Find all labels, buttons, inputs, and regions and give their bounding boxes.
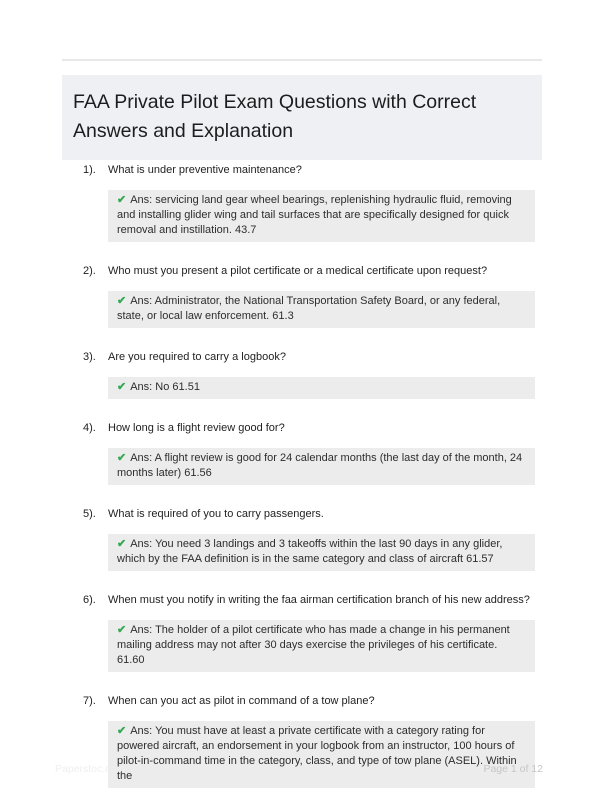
- document-title: FAA Private Pilot Exam Questions with Correct Answers and Explanation: [62, 75, 542, 160]
- question-text: When must you notify in writing the faa airman certification branch of his new address?: [108, 594, 530, 606]
- answer-text: Ans: The holder of a pilot certificate who has made a change in his permanent mailing address may not after 30 days exercise the privileges of his certificate. 61.60: [117, 624, 510, 666]
- question-text: When can you act as pilot in command of a tow plane?: [108, 695, 375, 707]
- answer-box: [108, 291, 535, 328]
- question-number: 3).: [83, 351, 96, 363]
- answer-text: Ans: You must have at least a private certificate with a category rating for powered aircraft, an endorsement in your logbook from an instructor, 100 hours of pilot-in-command time in the category, class, and type of tow plane (ASEL). Within the: [117, 725, 517, 782]
- qa-item: [83, 694, 535, 788]
- question-number: 2).: [83, 265, 96, 277]
- correct-check-icon: ✔: [117, 194, 127, 206]
- answer-box: [108, 377, 535, 399]
- question-row: [83, 163, 535, 178]
- qa-item: [83, 163, 535, 242]
- question-row: [83, 507, 535, 522]
- watermark-text: Paperstoc.com: [55, 763, 126, 775]
- question-text: What is under preventive maintenance?: [108, 164, 302, 176]
- answer-text: Ans: Administrator, the National Transportation Safety Board, or any federal, state, or local law enforcement. 61.3: [117, 295, 501, 322]
- qa-item: [83, 350, 535, 399]
- question-number: 1).: [83, 164, 96, 176]
- answer-text: Ans: No 61.51: [130, 381, 200, 393]
- qa-item: [83, 593, 535, 672]
- answer-box: [108, 534, 535, 571]
- answer-box: [108, 620, 535, 672]
- question-number: 7).: [83, 695, 96, 707]
- answer-text: Ans: A flight review is good for 24 calendar months (the last day of the month, 24 months later) 61.56: [117, 452, 523, 479]
- answer-text: Ans: servicing land gear wheel bearings, replenishing hydraulic fluid, removing and installing glider wing and tail surfaces that are specifically designed for quick removal and instillation. 43.7: [117, 194, 512, 236]
- correct-check-icon: ✔: [117, 538, 127, 550]
- answer-box: [108, 448, 535, 485]
- answer-box: [108, 721, 535, 788]
- correct-check-icon: ✔: [117, 452, 127, 464]
- correct-check-icon: ✔: [117, 624, 127, 636]
- question-number: 4).: [83, 422, 96, 434]
- qa-item: [83, 421, 535, 485]
- answer-box: [108, 190, 535, 242]
- question-row: [83, 350, 535, 365]
- correct-check-icon: ✔: [117, 381, 127, 393]
- question-text: Are you required to carry a logbook?: [108, 351, 286, 363]
- top-divider-line: [62, 59, 542, 61]
- question-text: How long is a flight review good for?: [108, 422, 285, 434]
- question-row: [83, 694, 535, 709]
- answer-text: Ans: You need 3 landings and 3 takeoffs within the last 90 days in any glider, which by the FAA definition is in the same category and class of aircraft 61.57: [117, 538, 503, 565]
- question-text: What is required of you to carry passengers.: [108, 508, 324, 520]
- qa-item: [83, 507, 535, 571]
- page-number: Page 1 of 12: [483, 763, 543, 775]
- question-row: [83, 421, 535, 436]
- correct-check-icon: ✔: [117, 725, 127, 737]
- question-number: 5).: [83, 508, 96, 520]
- correct-check-icon: ✔: [117, 295, 127, 307]
- question-list: [83, 163, 535, 800]
- qa-item: [83, 264, 535, 328]
- question-text: Who must you present a pilot certificate or a medical certificate upon request?: [108, 265, 488, 277]
- question-number: 6).: [83, 594, 96, 606]
- question-row: [83, 264, 535, 279]
- question-row: [83, 593, 535, 608]
